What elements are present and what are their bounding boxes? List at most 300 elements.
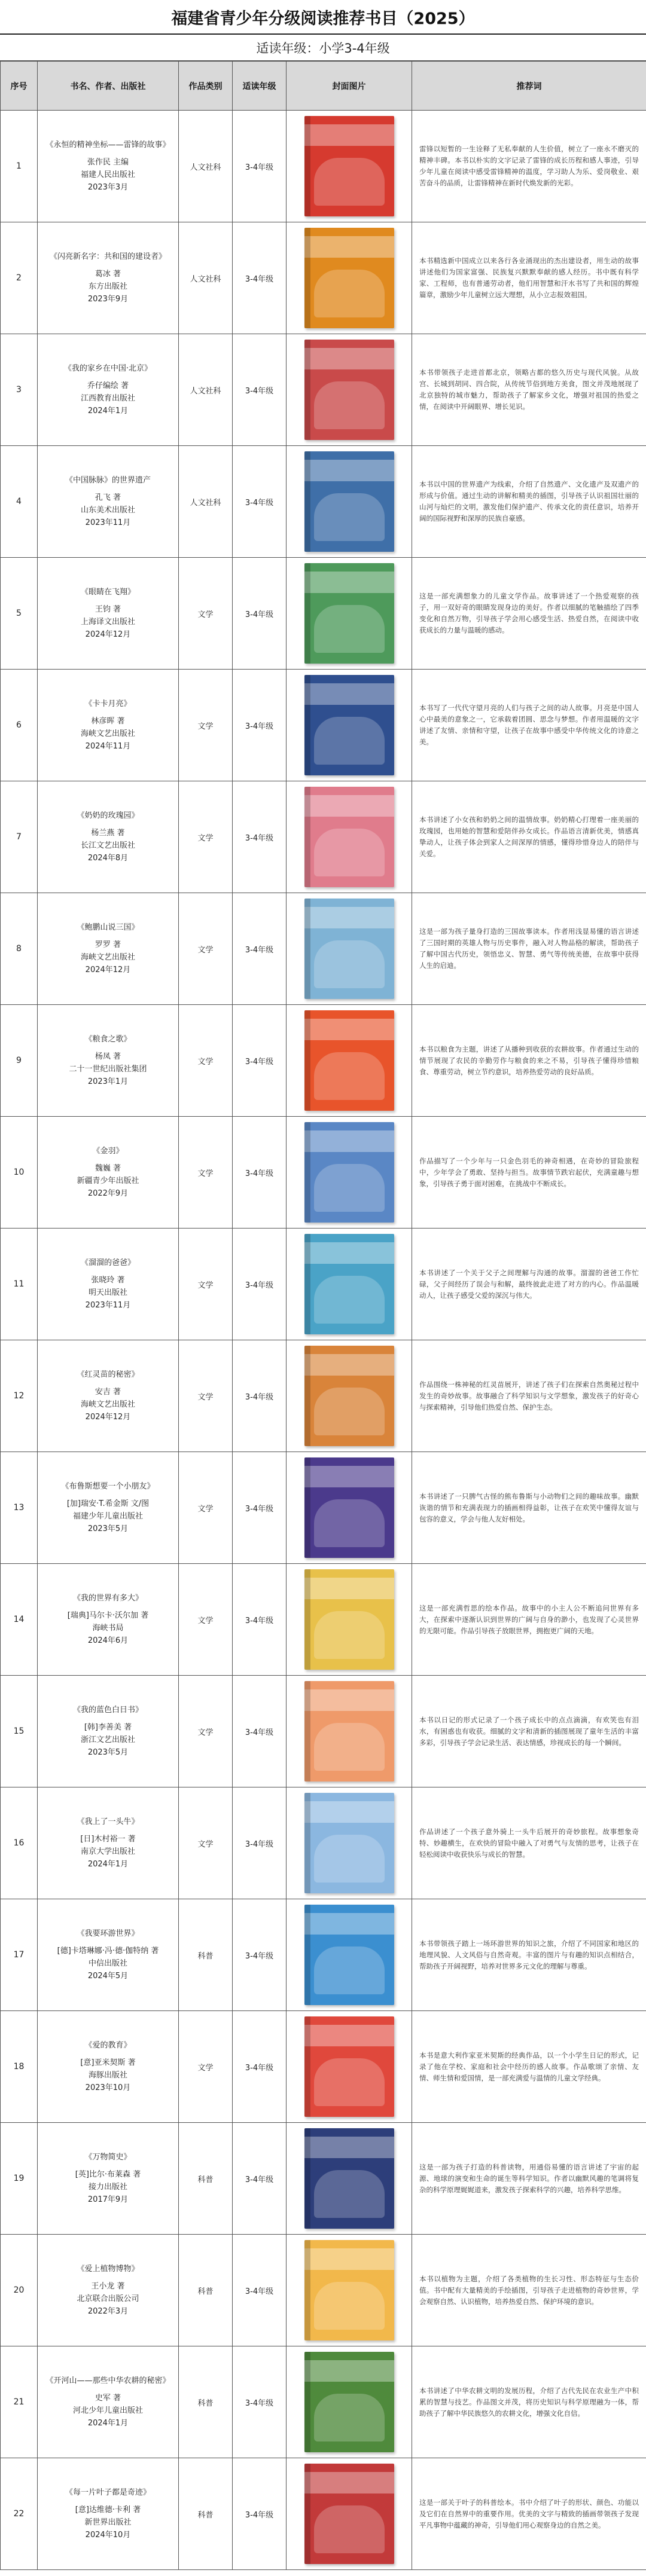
row-number: 17 <box>1 1899 38 2011</box>
cover-art <box>314 605 385 653</box>
book-cover-cell <box>287 1229 412 1340</box>
cover-band <box>304 1578 394 1599</box>
book-grade: 3-4年级 <box>233 781 287 893</box>
book-cover-image <box>304 1010 394 1111</box>
book-date: 2024年11月 <box>85 742 131 751</box>
book-grade: 3-4年级 <box>233 1899 287 2011</box>
cover-band <box>304 2137 394 2158</box>
book-title: 《眼睛在飞翔》 <box>80 588 135 597</box>
cover-art <box>314 381 385 429</box>
book-category: 文学 <box>179 1452 233 1564</box>
book-cover-image <box>304 2016 394 2117</box>
table-row <box>1 1787 646 1899</box>
book-publisher: 浙江文艺出版社 <box>80 1735 135 1744</box>
book-info <box>38 1564 179 1676</box>
cover-spine <box>304 899 310 999</box>
row-number: 2 <box>1 222 38 334</box>
book-cover-cell <box>287 2123 412 2235</box>
book-cover-cell <box>287 1452 412 1564</box>
book-category: 科普 <box>179 2346 233 2458</box>
row-number: 20 <box>1 2235 38 2346</box>
book-publisher: 江西教育出版社 <box>80 394 135 403</box>
book-category: 科普 <box>179 1899 233 2011</box>
cover-band <box>304 907 394 928</box>
book-cover-image <box>304 1569 394 1670</box>
cover-art <box>314 1388 385 1435</box>
header-num: 序号 <box>1 62 38 111</box>
book-publisher: 新疆青少年出版社 <box>77 1177 139 1185</box>
book-date: 2024年1月 <box>87 407 129 415</box>
book-cover-cell <box>287 1564 412 1676</box>
table-row <box>1 1005 646 1117</box>
book-cover-cell <box>287 1676 412 1787</box>
book-cover-cell <box>287 893 412 1005</box>
cover-band <box>304 572 394 593</box>
row-number: 15 <box>1 1676 38 1787</box>
book-date: 2023年11月 <box>85 518 131 527</box>
book-info <box>38 2011 179 2123</box>
cover-band <box>304 236 394 258</box>
book-grade: 3-4年级 <box>233 446 287 558</box>
cover-band <box>304 1689 394 1711</box>
cover-spine <box>304 563 310 664</box>
book-title: 《万物简史》 <box>84 2153 132 2162</box>
book-title: 《鲍鹏山说三国》 <box>77 923 139 932</box>
table-header-row <box>1 62 646 111</box>
cover-art <box>314 1611 385 1659</box>
book-category: 文学 <box>179 2011 233 2123</box>
book-publisher: 东方出版社 <box>88 282 127 291</box>
book-title: 《开河山——那些中华农耕的秘密》 <box>45 2376 170 2385</box>
book-cover-image <box>304 787 394 887</box>
book-publisher: 上海译文出版社 <box>80 618 135 627</box>
cover-band <box>304 2025 394 2046</box>
cover-spine <box>304 2464 310 2564</box>
book-recommendation: 本书带领孩子走进首都北京，领略古都的悠久历史与现代风貌。从故宫、长城到胡同、四合院，从传统节俗到地方美食，图文并茂地展现了北京独特的城市魅力，帮助孩子了解家乡文化，增强对祖国的热爱之情，在阅读中开阔眼界、增长见识。 <box>412 334 646 446</box>
book-publisher: 海峡书局 <box>92 1624 124 1633</box>
cover-spine <box>304 787 310 887</box>
cover-art <box>314 1946 385 1994</box>
book-cover-image <box>304 675 394 775</box>
book-recommendation: 本书以日记的形式记录了一个孩子成长中的点点滴滴，有欢笑也有泪水，有困惑也有收获。细腻的文字和清新的插图展现了童年生活的丰富多彩，引导孩子学会记录生活、表达情感，珍视成长的每一个瞬间。 <box>412 1676 646 1787</box>
book-info <box>38 334 179 446</box>
book-recommendation: 本书是意大利作家亚米契斯的经典作品，以一个小学生日记的形式，记录了他在学校、家庭和社会中经历的感人故事。作品歌颂了亲情、友情、师生情和爱国情，是一部充满爱与温情的儿童文学经典。 <box>412 2011 646 2123</box>
book-title: 《我的家乡在中国·北京》 <box>63 364 153 373</box>
book-info <box>38 446 179 558</box>
book-recommendation: 作品描写了一个少年与一只金色羽毛的神奇相遇，在奇妙的冒险旅程中，少年学会了勇敢、坚持与担当。故事情节跌宕起伏，充满童趣与想象，引导孩子勇于面对困难，在挑战中不断成长。 <box>412 1117 646 1229</box>
book-publisher: 福建少年儿童出版社 <box>72 1512 143 1521</box>
book-cover-cell <box>287 446 412 558</box>
row-number: 14 <box>1 1564 38 1676</box>
book-title: 《粮食之歌》 <box>84 1035 132 1044</box>
book-category: 人文社科 <box>179 222 233 334</box>
cover-art <box>314 1499 385 1547</box>
cover-spine <box>304 1681 310 1781</box>
book-info <box>38 1452 179 1564</box>
cover-art <box>314 1052 385 1100</box>
book-title: 《布鲁斯想要一个小朋友》 <box>61 1482 155 1491</box>
cover-band <box>304 348 394 369</box>
book-category: 科普 <box>179 2235 233 2346</box>
header-grade: 适读年级 <box>233 62 287 111</box>
book-grade: 3-4年级 <box>233 2458 287 2570</box>
book-title: 《金羽》 <box>92 1147 124 1156</box>
cover-spine <box>304 1346 310 1446</box>
book-cover-cell <box>287 2235 412 2346</box>
cover-band <box>304 2472 394 2494</box>
cover-art <box>314 940 385 988</box>
book-cover-cell <box>287 1117 412 1229</box>
book-info <box>38 1340 179 1452</box>
table-row <box>1 1340 646 1452</box>
book-info <box>38 1005 179 1117</box>
book-publisher: 二十一世纪出版社集团 <box>69 1065 147 1074</box>
cover-band <box>304 683 394 705</box>
book-title: 《红灵苗的秘密》 <box>77 1370 139 1379</box>
book-cover-image <box>304 228 394 328</box>
book-title: 《溜溜的爸爸》 <box>80 1258 135 1267</box>
book-recommendation: 本书讲述了中华农耕文明的发展历程，介绍了古代先民在农业生产中积累的智慧与技艺。作品图文并茂，将历史知识与科学原理融为一体，帮助孩子了解中华民族悠久的农耕文化，增强文化自信。 <box>412 2346 646 2458</box>
book-author: 孔飞 著 <box>95 493 121 502</box>
table-row <box>1 334 646 446</box>
book-publisher: 海豚出版社 <box>88 2071 127 2080</box>
book-category: 文学 <box>179 1676 233 1787</box>
cover-art <box>314 493 385 541</box>
cover-band <box>304 1913 394 1935</box>
table-row <box>1 781 646 893</box>
book-author: [德]卡塔琳娜·冯·德·伽特纳 著 <box>57 1946 159 1955</box>
header-recommendation: 推荐词 <box>412 62 646 111</box>
book-recommendation: 本书写了一代代守望月亮的人们与孩子之间的动人故事。月亮是中国人心中最美的意象之一，它承载着团圆、思念与梦想。作者用温暖的文字讲述了友情、亲情和守望，让孩子在故事中感受中华传统文化的诗意之美。 <box>412 670 646 781</box>
book-category: 文学 <box>179 1787 233 1899</box>
book-author: 杨凤 著 <box>95 1052 121 1061</box>
book-cover-image <box>304 451 394 552</box>
cover-art <box>314 1723 385 1771</box>
cover-spine <box>304 675 310 775</box>
book-grade: 3-4年级 <box>233 111 287 222</box>
book-cover-cell <box>287 2458 412 2570</box>
cover-art <box>314 717 385 765</box>
book-recommendation: 这是一部关于叶子的科普绘本。书中介绍了叶子的形状、颜色、功能以及它们在自然界中的重要作用。优美的文字与精致的插画带领孩子发现平凡事物中蕴藏的神奇，引导他们用心观察身边的自然之美。 <box>412 2458 646 2570</box>
book-cover-image <box>304 1905 394 2005</box>
book-category: 文学 <box>179 1340 233 1452</box>
book-publisher: 长江文艺出版社 <box>80 841 135 850</box>
book-cover-cell <box>287 1899 412 2011</box>
book-cover-cell <box>287 1340 412 1452</box>
book-recommendation: 本书精选新中国成立以来各行各业涌现出的杰出建设者，用生动的故事讲述他们为国家富强、民族复兴默默奉献的感人经历。书中既有科学家、工程师，也有普通劳动者，他们用智慧和汗水书写了共和国的辉煌篇章，激励少年儿童树立远大理想，从小立志报效祖国。 <box>412 222 646 334</box>
book-recommendation: 本书以粮食为主题，讲述了从播种到收获的农耕故事。作者通过生动的情节展现了农民的辛勤劳作与粮食的来之不易，引导孩子懂得珍惜粮食、尊重劳动，树立节约意识，培养热爱劳动的良好品质。 <box>412 1005 646 1117</box>
book-cover-image <box>304 563 394 664</box>
table-row <box>1 446 646 558</box>
cover-spine <box>304 1234 310 1334</box>
cover-spine <box>304 1793 310 1893</box>
row-number: 18 <box>1 2011 38 2123</box>
table-body <box>1 111 646 2570</box>
book-cover-image <box>304 1122 394 1223</box>
book-recommendation: 雷锋以短暂的一生诠释了无私奉献的人生价值，树立了一座永不磨灭的精神丰碑。本书以朴实的文字记录了雷锋的成长历程和感人事迹，引导少年儿童在阅读中感受雷锋精神的温度，学习助人为乐、爱岗敬业、艰苦奋斗的品质，让雷锋精神在新时代焕发新的光彩。 <box>412 111 646 222</box>
book-cover-image <box>304 1681 394 1781</box>
book-cover-image <box>304 1457 394 1558</box>
book-date: 2024年1月 <box>87 2419 129 2428</box>
book-date: 2023年11月 <box>85 1301 131 1310</box>
book-category: 科普 <box>179 2123 233 2235</box>
book-publisher: 河北少年儿童出版社 <box>72 2406 143 2415</box>
cover-art <box>314 2170 385 2218</box>
book-author: 乔仔编绘 著 <box>87 381 129 390</box>
cover-band <box>304 1242 394 1264</box>
cover-spine <box>304 1905 310 2005</box>
row-number: 4 <box>1 446 38 558</box>
table-row <box>1 1452 646 1564</box>
book-author: 葛冰 著 <box>95 270 121 279</box>
book-category: 人文社科 <box>179 334 233 446</box>
row-number: 5 <box>1 558 38 670</box>
row-number: 9 <box>1 1005 38 1117</box>
book-cover-cell <box>287 781 412 893</box>
book-category: 文学 <box>179 1117 233 1229</box>
cover-spine <box>304 1569 310 1670</box>
book-grade: 3-4年级 <box>233 2346 287 2458</box>
book-grade: 3-4年级 <box>233 2123 287 2235</box>
row-number: 10 <box>1 1117 38 1229</box>
book-info <box>38 558 179 670</box>
book-grade: 3-4年级 <box>233 893 287 1005</box>
book-cover-cell <box>287 670 412 781</box>
book-author: 林彦晖 著 <box>91 717 125 726</box>
table-row <box>1 893 646 1005</box>
book-date: 2024年5月 <box>87 1972 129 1981</box>
book-title: 《卡卡月亮》 <box>84 699 132 708</box>
book-title: 《爱上植物博物》 <box>77 2265 139 2274</box>
book-date: 2024年8月 <box>87 854 129 863</box>
book-grade: 3-4年级 <box>233 670 287 781</box>
book-date: 2023年10月 <box>85 2083 131 2092</box>
cover-spine <box>304 340 310 440</box>
book-cover-cell <box>287 2346 412 2458</box>
book-category: 文学 <box>179 670 233 781</box>
book-author: 魏巍 著 <box>95 1164 121 1173</box>
book-publisher: 海峡文艺出版社 <box>80 953 135 962</box>
grade-label: 适读年级：小学3-4年级 <box>0 35 646 61</box>
book-cover-cell <box>287 2011 412 2123</box>
book-title: 《我的蓝色白日书》 <box>72 1706 143 1715</box>
book-author: 安吉 著 <box>95 1388 121 1397</box>
book-date: 2024年12月 <box>85 965 131 974</box>
row-number: 6 <box>1 670 38 781</box>
book-author: 杨兰燕 著 <box>91 829 125 838</box>
book-author: [日]木村裕一 著 <box>80 1835 136 1844</box>
row-number: 7 <box>1 781 38 893</box>
book-author: 张作民 主编 <box>87 158 129 167</box>
cover-art <box>314 1276 385 1324</box>
book-date: 2023年9月 <box>87 295 129 304</box>
book-grade: 3-4年级 <box>233 334 287 446</box>
book-cover-image <box>304 1346 394 1446</box>
book-cover-image <box>304 899 394 999</box>
book-category: 文学 <box>179 781 233 893</box>
table-row <box>1 1564 646 1676</box>
book-grade: 3-4年级 <box>233 1787 287 1899</box>
book-date: 2024年6月 <box>87 1636 129 1645</box>
book-recommendation: 本书以植物为主题，介绍了各类植物的生长习性、形态特征与生态价值。书中配有大量精美的手绘插图，引导孩子走进植物的奇妙世界，学会观察自然、认识植物，培养热爱自然、保护环境的意识。 <box>412 2235 646 2346</box>
cover-spine <box>304 116 310 216</box>
book-publisher: 明天出版社 <box>88 1288 127 1297</box>
book-recommendation: 本书讲述了小女孩和奶奶之间的温情故事。奶奶精心打理着一座美丽的玫瑰园，也用她的智慧和爱陪伴孙女成长。作品语言清新优美，情感真挚动人，让孩子体会到家人之间深厚的情感，懂得珍惜身边人的陪伴与关爱。 <box>412 781 646 893</box>
book-date: 2024年1月 <box>87 1860 129 1869</box>
book-title: 《爱的教育》 <box>84 2041 132 2050</box>
cover-spine <box>304 1457 310 1558</box>
book-publisher: 福建人民出版社 <box>80 170 135 179</box>
book-info <box>38 1899 179 2011</box>
book-date: 2024年12月 <box>85 1413 131 1422</box>
book-recommendation: 本书带领孩子踏上一场环游世界的知识之旅，介绍了不同国家和地区的地理风貌、人文风俗与自然奇观。丰富的图片与有趣的知识点相结合，帮助孩子开阔视野，培养对世界多元文化的理解与尊重。 <box>412 1899 646 2011</box>
cover-band <box>304 2360 394 2382</box>
page-title: 福建省青少年分级阅读推荐书目（2025） <box>0 0 646 35</box>
table-row <box>1 1117 646 1229</box>
book-category: 人文社科 <box>179 446 233 558</box>
book-author: [瑞典]马尔卡·沃尔加 著 <box>67 1611 149 1620</box>
cover-art <box>314 2505 385 2553</box>
book-title: 《闪亮新名字：共和国的建设者》 <box>49 252 166 261</box>
book-date: 2023年1月 <box>87 1077 129 1086</box>
book-list-table <box>0 61 646 2570</box>
book-info <box>38 1117 179 1229</box>
book-recommendation: 这是一部为孩子量身打造的三国故事读本。作者用浅显易懂的语言讲述了三国时期的英雄人物与历史事件，融入对人物品格的解读，帮助孩子了解中国古代历史，领悟忠义、智慧、勇气等传统美德，在故事中获得人生的启迪。 <box>412 893 646 1005</box>
book-info <box>38 1676 179 1787</box>
cover-spine <box>304 2352 310 2452</box>
cover-art <box>314 1164 385 1212</box>
book-info <box>38 111 179 222</box>
cover-band <box>304 2248 394 2270</box>
book-info <box>38 781 179 893</box>
row-number: 19 <box>1 2123 38 2235</box>
book-grade: 3-4年级 <box>233 1452 287 1564</box>
book-info <box>38 2458 179 2570</box>
cover-band <box>304 1019 394 1040</box>
cover-spine <box>304 1010 310 1111</box>
book-cover-cell <box>287 1005 412 1117</box>
book-date: 2024年10月 <box>85 2531 131 2540</box>
book-title: 《永恒的精神坐标——雷锋的故事》 <box>45 140 170 149</box>
book-grade: 3-4年级 <box>233 1564 287 1676</box>
book-category: 文学 <box>179 893 233 1005</box>
row-number: 13 <box>1 1452 38 1564</box>
cover-art <box>314 158 385 206</box>
book-category: 文学 <box>179 558 233 670</box>
book-cover-image <box>304 1793 394 1893</box>
cover-art <box>314 270 385 317</box>
book-info <box>38 1787 179 1899</box>
book-cover-cell <box>287 222 412 334</box>
book-publisher: 山东美术出版社 <box>80 506 135 515</box>
book-author: [韩]李善美 著 <box>84 1723 132 1732</box>
table-row <box>1 111 646 222</box>
table-row <box>1 2011 646 2123</box>
book-recommendation: 本书讲述了一只脾气古怪的熊布鲁斯与小动物们之间的趣味故事。幽默诙谐的情节和充满表现力的插画相得益彰，让孩子在欢笑中懂得友谊与包容的意义，学会与他人友好相处。 <box>412 1452 646 1564</box>
book-author: [意]达维德·卡利 著 <box>75 2505 141 2514</box>
row-number: 8 <box>1 893 38 1005</box>
book-grade: 3-4年级 <box>233 1676 287 1787</box>
book-recommendation: 这是一部充满想象力的儿童文学作品。故事讲述了一个热爱观察的孩子，用一双好奇的眼睛发现身边的美好。作者以细腻的笔触描绘了四季变化和自然万物，引导孩子学会用心感受生活、热爱自然，在阅读中收获成长的力量与温暖的感动。 <box>412 558 646 670</box>
book-publisher: 接力出版社 <box>88 2183 127 2192</box>
book-grade: 3-4年级 <box>233 2235 287 2346</box>
cover-spine <box>304 1122 310 1223</box>
book-author: 王小龙 著 <box>91 2282 125 2291</box>
book-info <box>38 893 179 1005</box>
book-date: 2022年3月 <box>87 2307 129 2316</box>
book-publisher: 南京大学出版社 <box>80 1847 135 1856</box>
row-number: 22 <box>1 2458 38 2570</box>
table-row <box>1 2458 646 2570</box>
book-author: 王钧 著 <box>95 605 121 614</box>
cover-band <box>304 1801 394 1823</box>
cover-band <box>304 124 394 146</box>
book-info <box>38 1229 179 1340</box>
book-title: 《中国脉脉》的世界遗产 <box>65 476 151 485</box>
book-cover-image <box>304 1234 394 1334</box>
book-author: 罗罗 著 <box>95 940 121 949</box>
book-author: 张晓玲 著 <box>91 1276 125 1285</box>
book-title: 《我要环游世界》 <box>77 1929 139 1938</box>
table-row <box>1 2123 646 2235</box>
cover-art <box>314 829 385 876</box>
book-publisher: 新世界出版社 <box>84 2518 132 2527</box>
cover-spine <box>304 451 310 552</box>
table-row <box>1 222 646 334</box>
book-author: [英]比尔·布莱森 著 <box>75 2170 141 2179</box>
book-info <box>38 2123 179 2235</box>
cover-spine <box>304 2128 310 2229</box>
book-grade: 3-4年级 <box>233 2011 287 2123</box>
book-recommendation: 本书以中国的世界遗产为线索，介绍了自然遗产、文化遗产及双遗产的形成与价值。通过生动的讲解和精美的插图，引导孩子认识祖国壮丽的山河与灿烂的文明，激发他们保护遗产、传承文化的责任意识，培养开阔的国际视野和深厚的民族自豪感。 <box>412 446 646 558</box>
book-category: 文学 <box>179 1005 233 1117</box>
cover-art <box>314 2282 385 2330</box>
book-recommendation: 本书讲述了一个关于父子之间理解与沟通的故事。溜溜的爸爸工作忙碌，父子间经历了误会与和解，最终彼此走进了对方的内心。作品温暖动人，让孩子感受父爱的深沉与伟大。 <box>412 1229 646 1340</box>
book-recommendation: 作品讲述了一个孩子意外骑上一头牛后展开的奇妙旅程。故事想象奇特、妙趣横生，在欢快的冒险中融入了对勇气与友情的思考，让孩子在轻松阅读中收获快乐与成长的智慧。 <box>412 1787 646 1899</box>
table-row <box>1 670 646 781</box>
cover-spine <box>304 2016 310 2117</box>
book-author: [意]亚米契斯 著 <box>80 2058 136 2067</box>
book-cover-image <box>304 2240 394 2340</box>
book-cover-image <box>304 116 394 216</box>
cover-band <box>304 1354 394 1376</box>
book-title: 《我上了一头牛》 <box>77 1817 139 1826</box>
book-recommendation: 这是一部为孩子打造的科普读物，用通俗易懂的语言讲述了宇宙的起源、地球的演变和生命的诞生等科学知识。作者以幽默风趣的笔调将复杂的科学原理娓娓道来，激发孩子探索科学的兴趣，培养科学思维。 <box>412 2123 646 2235</box>
cover-band <box>304 460 394 481</box>
book-recommendation: 这是一部充满哲思的绘本作品。故事中的小主人公不断追问世界有多大，在探索中逐渐认识到世界的广阔与自身的渺小，也发现了心灵世界的无限可能。作品引导孩子放眼世界，拥抱更广阔的天地。 <box>412 1564 646 1676</box>
book-cover-image <box>304 2128 394 2229</box>
table-row <box>1 1899 646 2011</box>
row-number: 16 <box>1 1787 38 1899</box>
book-grade: 3-4年级 <box>233 558 287 670</box>
book-cover-image <box>304 2352 394 2452</box>
table-row <box>1 558 646 670</box>
book-grade: 3-4年级 <box>233 1229 287 1340</box>
header-category: 作品类别 <box>179 62 233 111</box>
cover-band <box>304 1130 394 1152</box>
book-category: 文学 <box>179 1229 233 1340</box>
cover-art <box>314 2058 385 2106</box>
book-date: 2023年3月 <box>87 183 129 192</box>
book-cover-cell <box>287 1787 412 1899</box>
table-row <box>1 1676 646 1787</box>
book-grade: 3-4年级 <box>233 1005 287 1117</box>
cover-art <box>314 1835 385 1883</box>
book-cover-cell <box>287 334 412 446</box>
book-date: 2023年5月 <box>87 1748 129 1757</box>
book-title: 《奶奶的玫瑰园》 <box>77 811 139 820</box>
book-author: [加]瑞安·T.希金斯 文/图 <box>66 1499 150 1508</box>
